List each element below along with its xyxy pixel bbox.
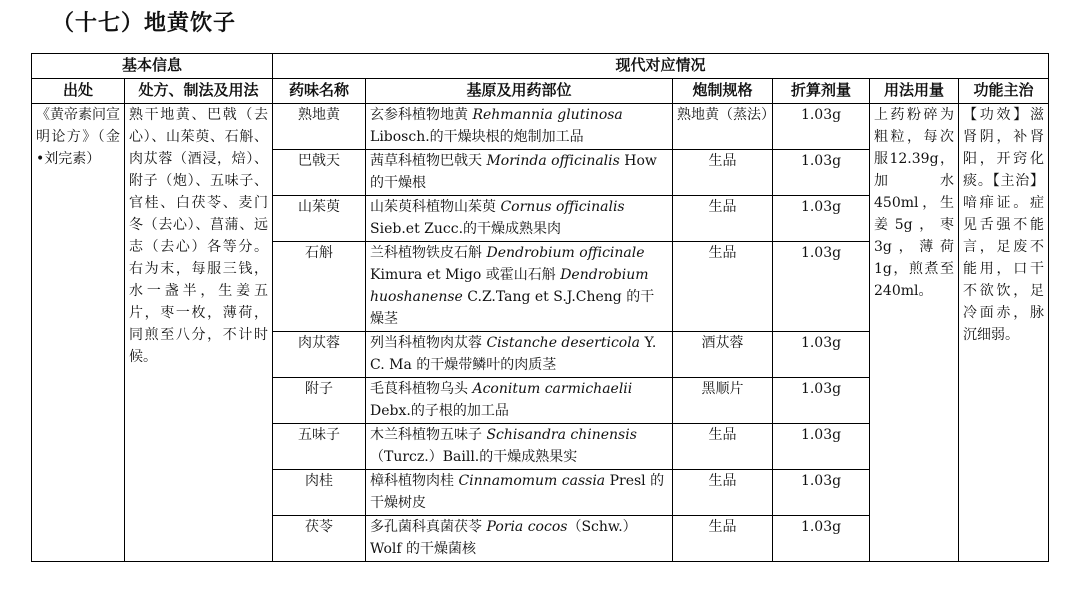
herb-dose: 1.03g: [773, 150, 870, 196]
herb-dose: 1.03g: [773, 104, 870, 150]
herb-name: 茯苓: [273, 516, 366, 562]
herb-name: 巴戟天: [273, 150, 366, 196]
header-origin: 基原及用药部位: [366, 79, 673, 104]
herb-prep: 生品: [673, 516, 773, 562]
formula-table: [31, 53, 1049, 562]
source-cell: 《黄帝素问宣明论方》（金•刘完素）: [32, 104, 125, 562]
header-recipe: 处方、制法及用法: [125, 79, 273, 104]
herb-origin: 列当科植物肉苁蓉 Cistanche deserticola Y. C. Ma 的干燥带鳞叶的肉质茎: [366, 332, 673, 378]
herb-origin: 茜草科植物巴戟天 Morinda officinalis How 的干燥根: [366, 150, 673, 196]
header-dose: 折算剂量: [773, 79, 870, 104]
page-title: （十七）地黄饮子: [52, 11, 237, 36]
header-basic-info: 基本信息: [32, 54, 273, 79]
recipe-cell: 熟干地黄、巴戟（去心）、山茱萸、石斛、肉苁蓉（酒浸，焙）、附子（炮）、五味子、官桂、白茯苓、麦门冬（去心）、菖蒲、远志（去心）各等分。右为末，每服三钱，水一盏半，生姜五片，枣一枚，薄荷，同煎至八分，不计时候。: [125, 104, 273, 562]
herb-name: 肉桂: [273, 470, 366, 516]
herb-prep: 生品: [673, 150, 773, 196]
herb-prep: 生品: [673, 424, 773, 470]
herb-prep: 黑顺片: [673, 378, 773, 424]
header-row-groups: [32, 54, 1049, 79]
herb-dose: 1.03g: [773, 332, 870, 378]
herb-origin: 多孔菌科真菌茯苓 Poria cocos（Schw.）Wolf 的干燥菌核: [366, 516, 673, 562]
herb-prep: 生品: [673, 196, 773, 242]
herb-dose: 1.03g: [773, 378, 870, 424]
herb-prep: 熟地黄（蒸法）: [673, 104, 773, 150]
herb-origin: 木兰科植物五味子 Schisandra chinensis（Turcz.）Baill.的干燥成熟果实: [366, 424, 673, 470]
herb-prep: 酒苁蓉: [673, 332, 773, 378]
usage-cell: 上药粉碎为粗粒，每次服12.39g，加水450ml，生姜5g，枣3g，薄荷1g，煎煮至240ml。: [870, 104, 959, 562]
header-prep: 炮制规格: [673, 79, 773, 104]
herb-origin: 兰科植物铁皮石斛 Dendrobium officinale Kimura et Migo 或霍山石斛 Dendrobium huoshanense C.Z.Tang et S.J.Cheng 的干燥茎: [366, 242, 673, 332]
herb-name: 附子: [273, 378, 366, 424]
header-row-columns: [32, 79, 1049, 104]
herb-origin: 玄参科植物地黄 Rehmannia glutinosa Libosch.的干燥块根的炮制加工品: [366, 104, 673, 150]
table-row: [32, 104, 1049, 150]
header-usage: 用法用量: [870, 79, 959, 104]
herb-origin: 毛茛科植物乌头 Aconitum carmichaelii Debx.的子根的加工品: [366, 378, 673, 424]
herb-dose: 1.03g: [773, 424, 870, 470]
herb-origin: 山茱萸科植物山茱萸 Cornus officinalis Sieb.et Zucc.的干燥成熟果肉: [366, 196, 673, 242]
herb-name: 石斛: [273, 242, 366, 332]
herb-dose: 1.03g: [773, 196, 870, 242]
herb-prep: 生品: [673, 242, 773, 332]
herb-dose: 1.03g: [773, 470, 870, 516]
herb-dose: 1.03g: [773, 516, 870, 562]
herb-name: 五味子: [273, 424, 366, 470]
header-source: 出处: [32, 79, 125, 104]
header-function: 功能主治: [959, 79, 1049, 104]
herb-prep: 生品: [673, 470, 773, 516]
herb-name: 熟地黄: [273, 104, 366, 150]
header-herb: 药味名称: [273, 79, 366, 104]
header-modern: 现代对应情况: [273, 54, 1049, 79]
function-cell: 【功效】滋肾阴，补肾阳，开窍化痰。【主治】喑痱证。症见舌强不能言，足废不能用，口干不欲饮，足冷面赤，脉沉细弱。: [959, 104, 1049, 562]
herb-name: 山茱萸: [273, 196, 366, 242]
herb-name: 肉苁蓉: [273, 332, 366, 378]
herb-origin: 樟科植物肉桂 Cinnamomum cassia Presl 的干燥树皮: [366, 470, 673, 516]
herb-dose: 1.03g: [773, 242, 870, 332]
